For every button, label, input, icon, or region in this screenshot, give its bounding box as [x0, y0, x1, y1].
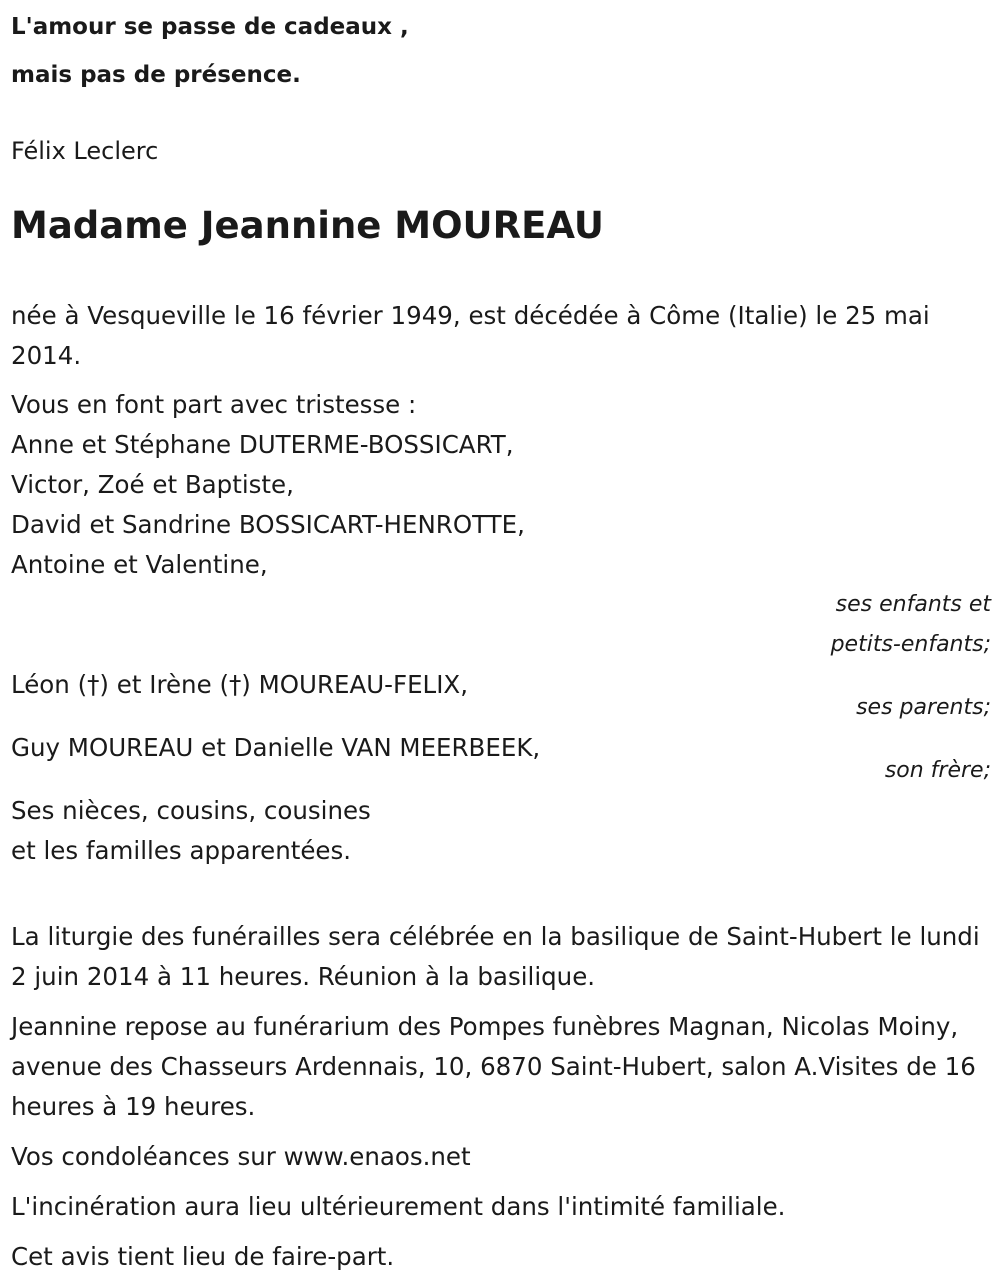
family-member-line: David et Sandrine BOSSICART-HENROTTE, — [11, 510, 525, 539]
epigraph-quote — [11, 3, 991, 99]
birth-death-statement: née à Vesqueville le 16 février 1949, est décédée à Côme (Italie) le 25 mai 2014. — [11, 301, 930, 370]
liturgy-details: La liturgie des funérailles sera célébrée en la basilique de Saint-Hubert le lundi 2 juin 2014 à 11 heures. Réunion à la basilique. — [11, 922, 980, 991]
children-relation-line-1: ses enfants et — [835, 592, 991, 617]
parents-relation: ses parents; — [856, 695, 991, 720]
parents-line: Léon (†) et Irène (†) MOUREAU-FELIX, — [11, 670, 469, 699]
family-member-line: Anne et Stéphane DUTERME-BOSSICART, — [11, 430, 514, 459]
family-member-line: Victor, Zoé et Baptiste, — [11, 470, 294, 499]
extended-family-line-1: Ses nièces, cousins, cousines — [11, 796, 371, 825]
quote-line-2: mais pas de présence. — [11, 62, 301, 88]
children-relation-line-2: petits-enfants; — [830, 632, 991, 657]
extended-family-line-2: et les familles apparentées. — [11, 836, 352, 865]
brother-relation: son frère; — [884, 758, 991, 783]
condolences-line: Vos condoléances sur www.enaos.net — [11, 1142, 471, 1171]
cremation-line: L'incinération aura lieu ultérieurement dans l'intimité familiale. — [11, 1192, 786, 1221]
deceased-name: Madame Jeannine MOUREAU — [11, 204, 604, 247]
brother-line: Guy MOUREAU et Danielle VAN MEERBEEK, — [11, 733, 541, 762]
family-announcement — [11, 385, 991, 871]
obituary-notice — [11, 0, 991, 1277]
quote-line-1: L'amour se passe de cadeaux , — [11, 14, 409, 40]
family-member-line: Antoine et Valentine, — [11, 550, 268, 579]
funeral-home-details: Jeannine repose au funérarium des Pompes funèbres Magnan, Nicolas Moiny, avenue des Chasseurs Ardennais, 10, 6870 Saint-Hubert, salon A.Visites de 16 heures à 19 heures. — [11, 1012, 976, 1121]
announcement-intro: Vous en font part avec tristesse : — [11, 390, 417, 419]
notice-line: Cet avis tient lieu de faire-part. — [11, 1242, 395, 1271]
quote-author: Félix Leclerc — [11, 137, 159, 165]
